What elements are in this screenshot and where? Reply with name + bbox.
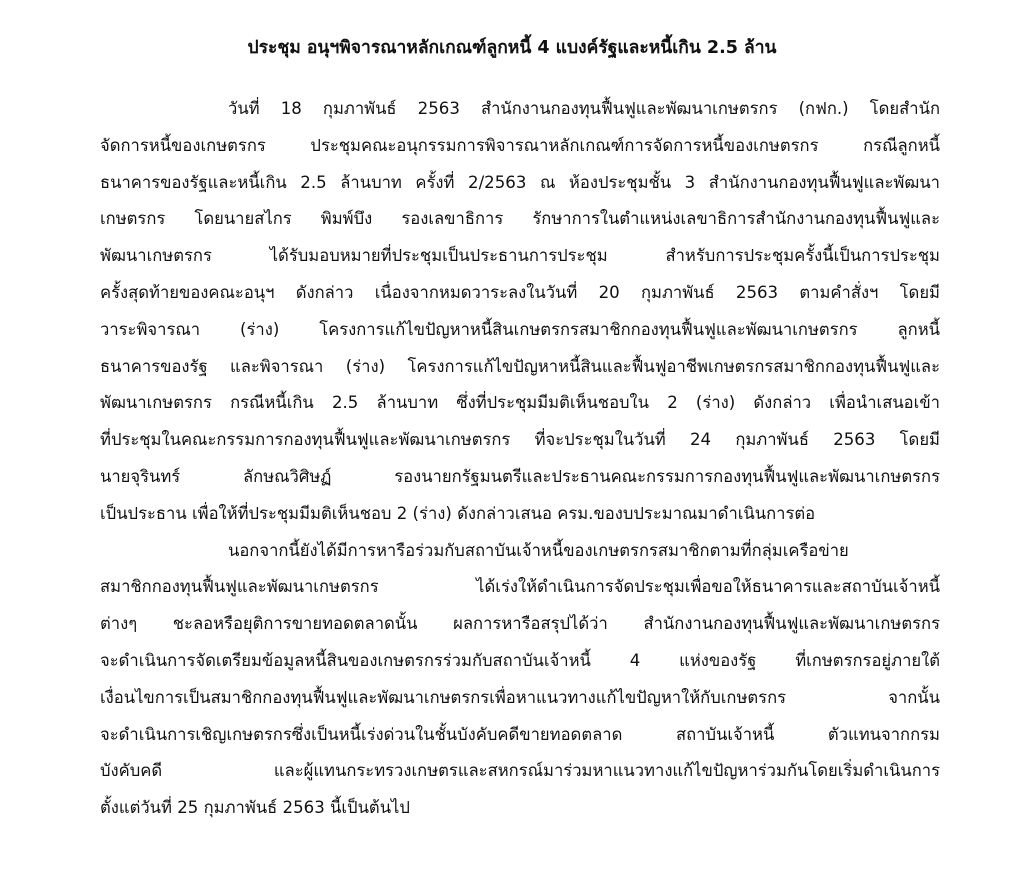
paragraph-line: ต่างๆ ชะลอหรือยุติการขายทอดตลาดนั้น ผลการหารือสรุปได้ว่า สำนักงานกองทุนฟื้นฟูและพัฒนาเกษตรกร [100,614,940,634]
paragraph-line: ตั้งแต่วันที่ 25 กุมภาพันธ์ 2563 นี้เป็นต้นไป [100,798,410,818]
paragraph-line: นายจุรินทร์ ลักษณวิศิษฏ์ รองนายกรัฐมนตรีและประธานคณะกรรมการกองทุนฟื้นฟูและพัฒนาเกษตรกร [100,466,940,486]
paragraph-line: สมาชิกกองทุนฟื้นฟูและพัฒนาเกษตรกร ได้เร่งให้ดำเนินการจัดประชุมเพื่อขอให้ธนาคารและสถาบันเจ้าหนี้ [100,577,940,597]
paragraph-line: เกษตรกร โดยนายสไกร พิมพ์บึง รองเลขาธิการ รักษาการในตำแหน่งเลขาธิการสำนักงานกองทุนฟื้นฟูและ [100,209,940,229]
paragraph-1 [100,91,940,533]
paragraph-line: บังคับคดี และผู้แทนกระทรวงเกษตรและสหกรณ์มาร่วมหาแนวทางแก้ไขปัญหาร่วมกันโดยเริ่มดำเนินการ [100,761,940,781]
paragraph-line: ธนาคารของรัฐ และพิจารณา (ร่าง) โครงการแก้ไขปัญหาหนี้สินและฟื้นฟูอาชีพเกษตรกรสมาชิกกองทุนฟื้นฟูและ [100,356,940,376]
paragraph-line: จัดการหนี้ของเกษตรกร ประชุมคณะอนุกรรมการพิจารณาหลักเกณฑ์การจัดการหนี้ของเกษตรกร กรณีลูกหนี้ [100,135,940,155]
paragraph-line: เป็นประธาน เพื่อให้ที่ประชุมมีมติเห็นชอบ 2 (ร่าง) ดังกล่าวเสนอ ครม.ของบประมาณมาดำเนินการต่อ [100,503,816,523]
paragraph-2 [100,533,940,827]
document-body [100,91,940,827]
paragraph-line: จะดำเนินการเชิญเกษตรกรซึ่งเป็นหนี้เร่งด่วนในชั้นบังคับคดีขายทอดตลาด สถาบันเจ้าหนี้ ตัวแทนจากกรม [100,724,940,744]
paragraph-line: จะดำเนินการจัดเตรียมข้อมูลหนี้สินของเกษตรกรร่วมกับสถาบันเจ้าหนี้ 4 แห่งของรัฐ ที่เกษตรกรอยู่ภายใต้ [100,650,940,670]
paragraph-line: ที่ประชุมในคณะกรรมการกองทุนฟื้นฟูและพัฒนาเกษตรกร ที่จะประชุมในวันที่ 24 กุมภาพันธ์ 2563 โดยมี [100,430,940,450]
paragraph-line: วันที่ 18 กุมภาพันธ์ 2563 สำนักงานกองทุนฟื้นฟูและพัฒนาเกษตรกร (กฟก.) โดยสำนัก [228,99,940,118]
paragraph-line: วาระพิจารณา (ร่าง) โครงการแก้ไขปัญหาหนี้สินเกษตรกรสมาชิกกองทุนฟื้นฟูและพัฒนาเกษตรกร ลูกหนี้ [100,319,940,339]
paragraph-line: ธนาคารของรัฐและหนี้เกิน 2.5 ล้านบาท ครั้งที่ 2/2563 ณ ห้องประชุมชั้น 3 สำนักงานกองทุนฟื้นฟูและพัฒนา [100,172,940,192]
paragraph-line: ครั้งสุดท้ายของคณะอนุฯ ดังกล่าว เนื่องจากหมดวาระลงในวันที่ 20 กุมภาพันธ์ 2563 ตามคำสั่งฯ โดยมี [100,282,940,302]
document-title: ประชุม อนุฯพิจารณาหลักเกณฑ์ลูกหนี้ 4 แบงค์รัฐและหนี้เกิน 2.5 ล้าน [247,38,777,58]
paragraph-line: นอกจากนี้ยังได้มีการหารือร่วมกับสถาบันเจ้าหนี้ของเกษตรกรสมาชิกตามที่กลุ่มเครือข่าย [228,540,849,560]
paragraph-line: เงื่อนไขการเป็นสมาชิกกองทุนฟื้นฟูและพัฒนาเกษตรกรเพื่อหาแนวทางแก้ไขปัญหาให้กับเกษตรกร จากนั้น [100,687,940,707]
paragraph-line: พัฒนาเกษตรกร กรณีหนี้เกิน 2.5 ล้านบาท ซึ่งที่ประชุมมีมติเห็นชอบใน 2 (ร่าง) ดังกล่าว เพื่อนำเสนอเข้า [100,393,940,413]
paragraph-line: พัฒนาเกษตรกร ได้รับมอบหมายที่ประชุมเป็นประธานการประชุม สำหรับการประชุมครั้งนี้เป็นการประชุม [100,246,940,266]
